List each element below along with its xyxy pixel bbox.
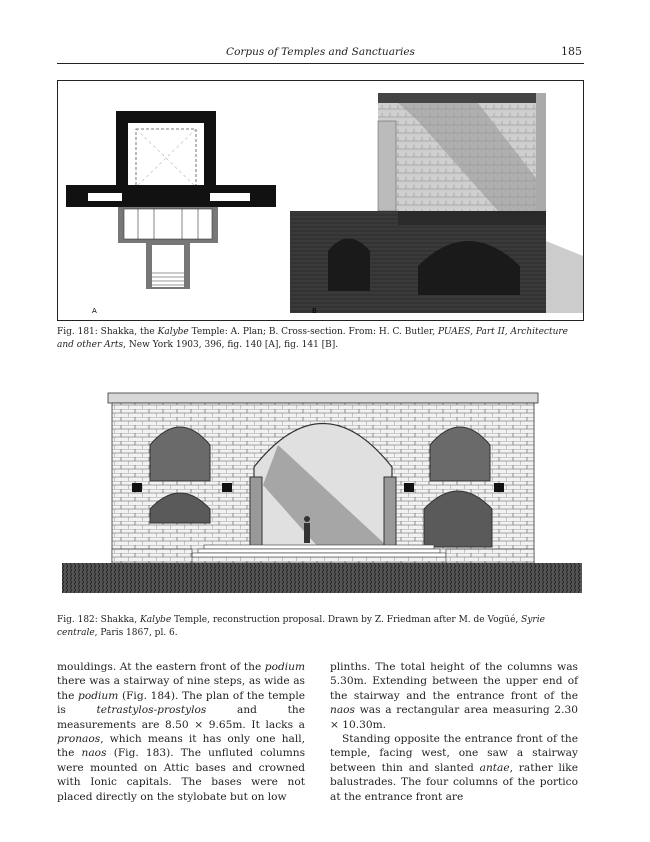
text-run: (Fig. 184). The plan of the temple is <box>57 689 305 717</box>
text-run: Standing opposite the entrance front of the temple, facing west, one saw a stairway between thin and slanted <box>330 733 578 774</box>
caption-text: Temple, reconstruction proposal. Drawn by Z. Friedman after M. de Vogüé, <box>171 615 522 625</box>
body-column-left <box>57 660 305 804</box>
caption-text: , New York 1903, 396, fig. 140 [A], fig. 141 [B]. <box>123 340 339 350</box>
text-run: plinths. The total height of the columns was 5.30m. Extending between the upper end of the stairway and the entrance front of the <box>330 661 578 702</box>
italic-term: naos <box>330 704 355 717</box>
figure-182 <box>58 385 586 609</box>
italic-term: tetrastylos-prostylos <box>96 704 207 717</box>
caption-text: Fig. 182: Shakka, <box>57 615 140 625</box>
paragraph <box>57 660 305 804</box>
header-rule <box>57 63 584 64</box>
text-run: and the measurements are 8.50 × 9.65m. It lacks a <box>57 704 305 731</box>
paragraph <box>330 732 578 804</box>
page-header <box>57 44 584 60</box>
italic-term: pronaos <box>57 733 101 746</box>
plan-label-a: A <box>92 307 97 315</box>
caption-text: , Paris 1867, pl. 6. <box>94 628 178 638</box>
caption-italic: PUAES, Part II, Architecture and other Arts <box>57 327 569 350</box>
text-run: (Fig. 183). The unfluted columns were mounted on Attic bases and crowned with Ionic capitals. The bases were not placed directly on the stylobate but on low <box>57 747 306 803</box>
cross-section-drawing <box>290 93 583 315</box>
caption-text: Temple: A. Plan; B. Cross-section. From: H. C. Butler, <box>188 327 438 337</box>
figure-181-drawings <box>58 81 583 320</box>
text-run: there was a stairway of nine steps, as wide as the <box>57 675 305 702</box>
temple-elevation-drawing <box>58 385 586 609</box>
figure-181 <box>57 80 584 321</box>
body-column-right <box>330 660 578 804</box>
italic-term: antae <box>479 761 510 774</box>
text-run: mouldings. At the eastern front of the <box>57 661 265 673</box>
text-run: , rather like balustrades. The four columns of the portico at the entrance front are <box>330 761 578 803</box>
plan-drawing <box>66 111 276 315</box>
page-number: 185 <box>561 45 582 58</box>
caption-text: Fig. 181: Shakka, the <box>57 327 158 337</box>
caption-fig-182 <box>57 614 587 640</box>
running-head: Corpus of Temples and Sanctuaries <box>226 46 415 58</box>
caption-fig-181 <box>57 326 587 352</box>
italic-term: podium <box>78 689 119 702</box>
caption-italic: Kalybe <box>157 327 189 337</box>
italic-term: naos <box>81 747 107 760</box>
section-label-b: B <box>312 307 317 315</box>
caption-italic: Kalybe <box>140 615 172 625</box>
caption-italic: Syrie centrale <box>57 615 545 638</box>
text-run: was a rectangular area measuring 2.30 × 10.30m. <box>330 704 578 731</box>
text-run: , which means it has only one hall, the <box>57 733 305 760</box>
paragraph <box>330 660 578 732</box>
italic-term: podium <box>264 661 305 673</box>
